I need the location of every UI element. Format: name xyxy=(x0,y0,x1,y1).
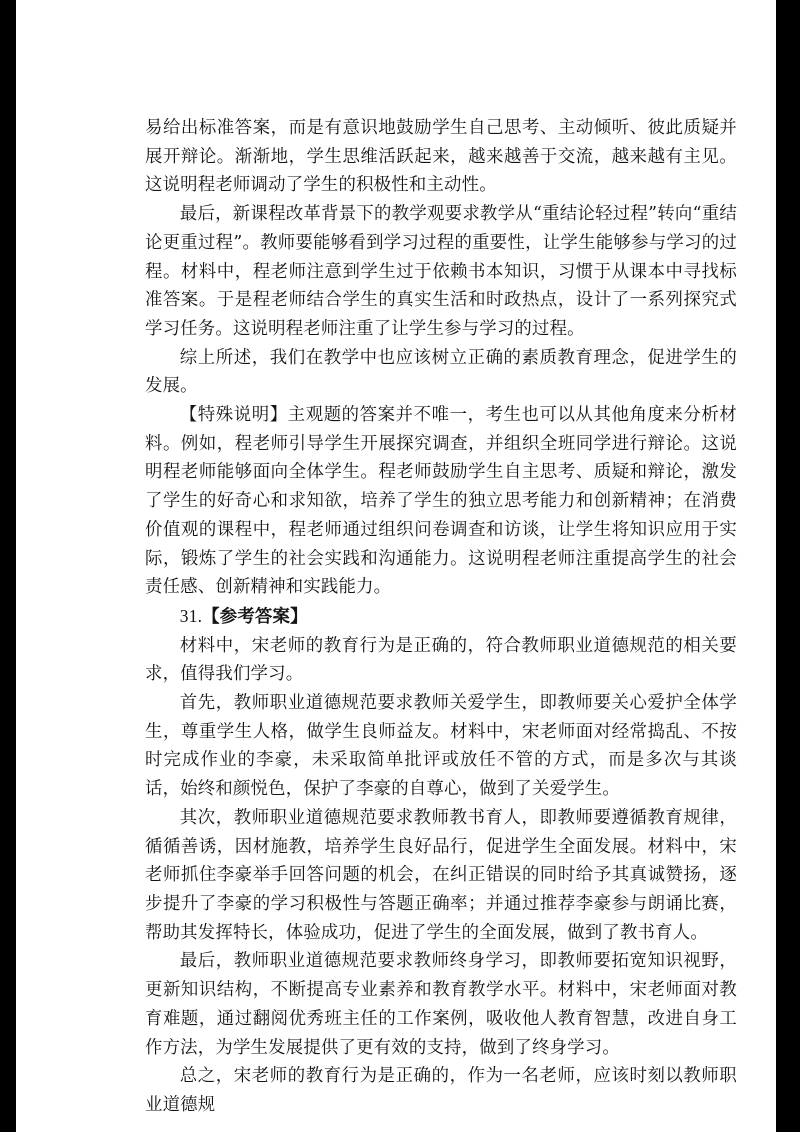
special-note-label: 【特殊说明】 xyxy=(179,405,288,426)
paragraph-conclusion: 总之，宋老师的教育行为是正确的，作为一名老师，应该时刻以教师职业道德规 xyxy=(145,1066,737,1115)
paragraph-special-note xyxy=(145,401,737,602)
question-31-heading xyxy=(145,602,737,632)
special-note-text: 主观题的答案并不唯一，考生也可以从其他角度来分析材料。例如，程老师引导学生开展探究调查，并组织全班同学进行辩论。这说明程老师能够面向全体学生。程老师鼓励学生自主思考、质疑和辩论，激发了学生的好奇心和求知欲，培养了学生的独立思考能力和创新精神；在消费价值观的课程中，程老师通过组织问卷调查和访谈，让学生将知识应用于实际，锻炼了学生的社会实践和沟通能力。这说明程老师注重提高学生的社会责任感、创新精神和实践能力。 xyxy=(145,405,737,598)
paragraph-summary: 综上所述，我们在教学中也应该树立正确的素质教育理念，促进学生的发展。 xyxy=(145,347,737,397)
question-number: 31. xyxy=(179,605,203,626)
document-page xyxy=(16,0,776,1132)
paragraph-continuation: 易给出标准答案，而是有意识地鼓励学生自己思考、主动倾听、彼此质疑并展开辩论。渐渐地，学生思维活跃起来，越来越善于交流，越来越有主见。这说明程老师调动了学生的积极性和主动性。 xyxy=(145,118,737,196)
paragraph-lifelong-learning: 最后，教师职业道德规范要求教师终身学习，即教师要拓宽知识视野，更新知识结构，不断提高专业素养和教育教学水平。材料中，宋老师面对教育难题，通过翻阅优秀班主任的工作案例，吸收他人教育智慧，改进自身工作方法，为学生发展提供了更有效的支持，做到了终身学习。 xyxy=(145,951,737,1058)
paragraph-teaching-educating: 其次，教师职业道德规范要求教师教书育人，即教师要遵循教育规律，循循善诱，因材施教，培养学生良好品行，促进学生全面发展。材料中，宋老师抓住李豪举手回答问题的机会，在纠正错误的同时给予其真诚赞扬，逐步提升了李豪的学习积极性与答题正确率；并通过推荐李豪参与朗诵比赛，帮助其发挥特长，体验成功，促进了学生的全面发展，做到了教书育人。 xyxy=(145,807,737,943)
paragraph-answer-intro: 材料中，宋老师的教育行为是正确的，符合教师职业道德规范的相关要求，值得我们学习。 xyxy=(145,635,737,685)
document-body xyxy=(145,114,737,1120)
paragraph-caring-students: 首先，教师职业道德规范要求教师关爱学生，即教师要关心爱护全体学生，尊重学生人格，做学生良师益友。材料中，宋老师面对经常捣乱、不按时完成作业的李豪，未采取简单批评或放任不管的方式，而是多次与其谈话，始终和颜悦色，保护了李豪的自尊心，做到了关爱学生。 xyxy=(145,693,737,800)
reference-answer-label: 【参考答案】 xyxy=(202,606,308,627)
paragraph-process-emphasis: 最后，新课程改革背景下的教学观要求教学从“重结论轻过程”转向“重结论更重过程”。教师要能够看到学习过程的重要性，让学生能够参与学习的过程。材料中，程老师注意到学生过于依赖书本知识，习惯于从课本中寻找标准答案。于是程老师结合学生的真实生活和时政热点，设计了一系列探究式学习任务。这说明程老师注重了让学生参与学习的过程。 xyxy=(145,204,737,339)
